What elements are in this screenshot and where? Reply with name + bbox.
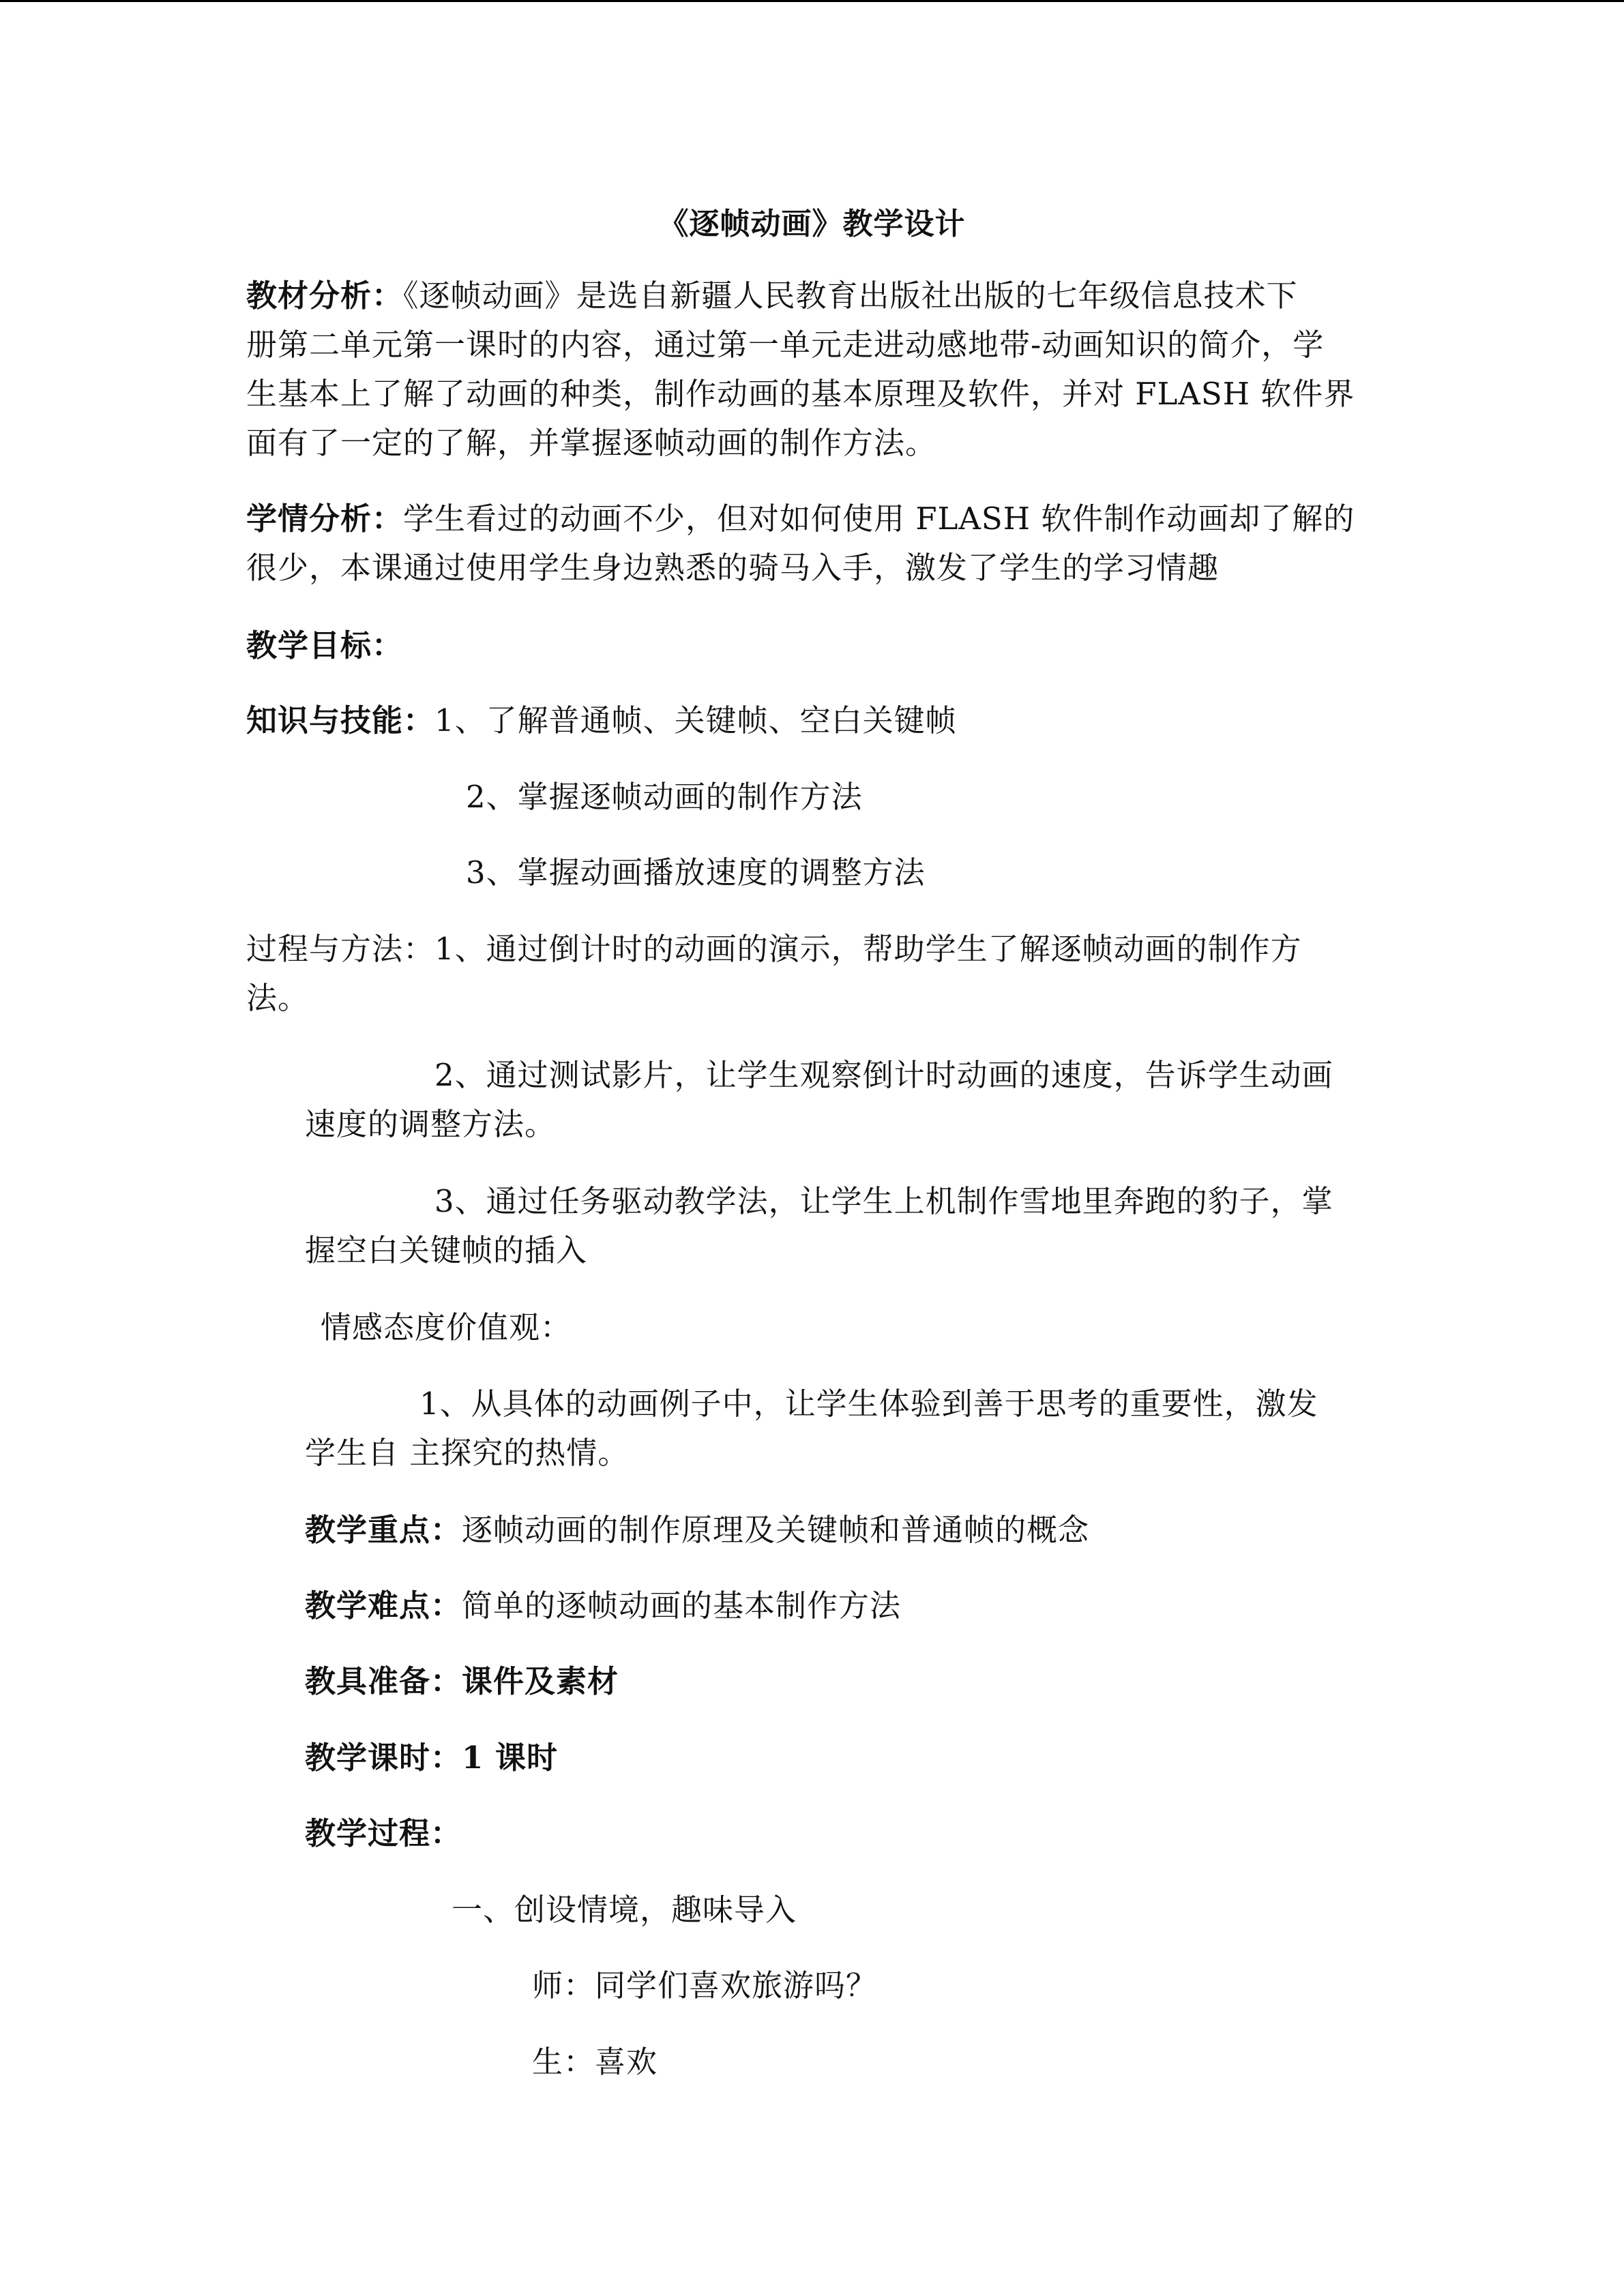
knowledge-skills-item: [246, 696, 957, 745]
process-methods-item: [305, 1177, 1333, 1275]
process-methods-text: 握空白关键帧的插入: [305, 1232, 588, 1268]
emotion-heading: 情感态度价值观：: [321, 1309, 572, 1345]
process-methods-text: 2、通过测试影片，让学生观察倒计时动画的速度，告诉学生动画: [434, 1057, 1333, 1093]
knowledge-skills-item: 2、掌握逐帧动画的制作方法: [466, 779, 863, 815]
key-points: [305, 1506, 1089, 1555]
process-methods-text: 法。: [246, 980, 310, 1016]
knowledge-skills-label: 知识与技能：: [246, 702, 435, 739]
teacher-line: 师：同学们喜欢旅游吗？: [532, 1967, 878, 2003]
class-hours-text: 1 课时: [462, 1740, 558, 1776]
material-analysis-line: 面有了一定的了解，并掌握逐帧动画的制作方法。: [246, 425, 937, 461]
section1-heading: 一、创设情境，趣味导入: [452, 1892, 797, 1928]
process-methods-text: 速度的调整方法。: [305, 1106, 557, 1142]
material-analysis-line: 生基本上了解了动画的种类，制作动画的基本原理及软件，并对 FLASH 软件界: [246, 376, 1355, 412]
material-analysis-line: 册第二单元第一课时的内容，通过第一单元走进动感地带-动画知识的简介，学: [246, 327, 1325, 363]
material-analysis-paragraph: [246, 271, 1355, 468]
emotion-item: [305, 1380, 1318, 1478]
student-analysis-line: 学生看过的动画不少，但对如何使用 FLASH 软件制作动画却了解的: [403, 501, 1355, 537]
process-methods-item: [305, 1051, 1333, 1149]
student-analysis-line: 很少，本课通过使用学生身边熟悉的骑马入手，激发了学生的学习情趣: [246, 550, 1220, 586]
student-line: 生：喜欢: [532, 2044, 658, 2080]
emotion-text: 学生自 主探究的热情。: [305, 1435, 630, 1471]
key-points-text: 逐帧动画的制作原理及关键帧和普通帧的概念: [462, 1512, 1090, 1548]
process-heading: 教学过程：: [305, 1815, 462, 1851]
student-analysis-paragraph: [246, 494, 1355, 593]
process-methods-label: 过程与方法：: [246, 931, 435, 967]
student-analysis-label: 学情分析：: [246, 501, 404, 537]
difficulties: [305, 1581, 901, 1630]
material-analysis-line: 《逐帧动画》是选自新疆人民教育出版社出版的七年级信息技术下: [403, 278, 1298, 314]
page-top-border: [0, 0, 1624, 2]
tools-label: 教具准备：: [305, 1663, 462, 1699]
knowledge-skills-item: 3、掌握动画播放速度的调整方法: [466, 854, 926, 891]
difficulties-text: 简单的逐帧动画的基本制作方法: [462, 1587, 902, 1624]
key-points-label: 教学重点：: [305, 1512, 462, 1548]
objectives-heading: 教学目标：: [246, 627, 404, 664]
emotion-text: 1、从具体的动画例子中，让学生体验到善于思考的重要性，激发: [419, 1386, 1318, 1422]
class-hours: [305, 1733, 558, 1783]
tools-text: 课件及素材: [462, 1663, 619, 1699]
document-title: 《逐帧动画》教学设计: [658, 207, 966, 241]
material-analysis-label: 教材分析：: [246, 278, 404, 314]
tools: [305, 1657, 619, 1706]
difficulties-label: 教学难点：: [305, 1587, 462, 1624]
process-methods-text: 3、通过任务驱动教学法，让学生上机制作雪地里奔跑的豹子，掌: [434, 1183, 1333, 1219]
process-methods-item: [246, 925, 1302, 1023]
class-hours-label: 教学课时：: [305, 1740, 462, 1776]
process-methods-text: 1、通过倒计时的动画的演示，帮助学生了解逐帧动画的制作方: [434, 931, 1302, 967]
knowledge-skills-text: 1、了解普通帧、关键帧、空白关键帧: [434, 702, 957, 739]
